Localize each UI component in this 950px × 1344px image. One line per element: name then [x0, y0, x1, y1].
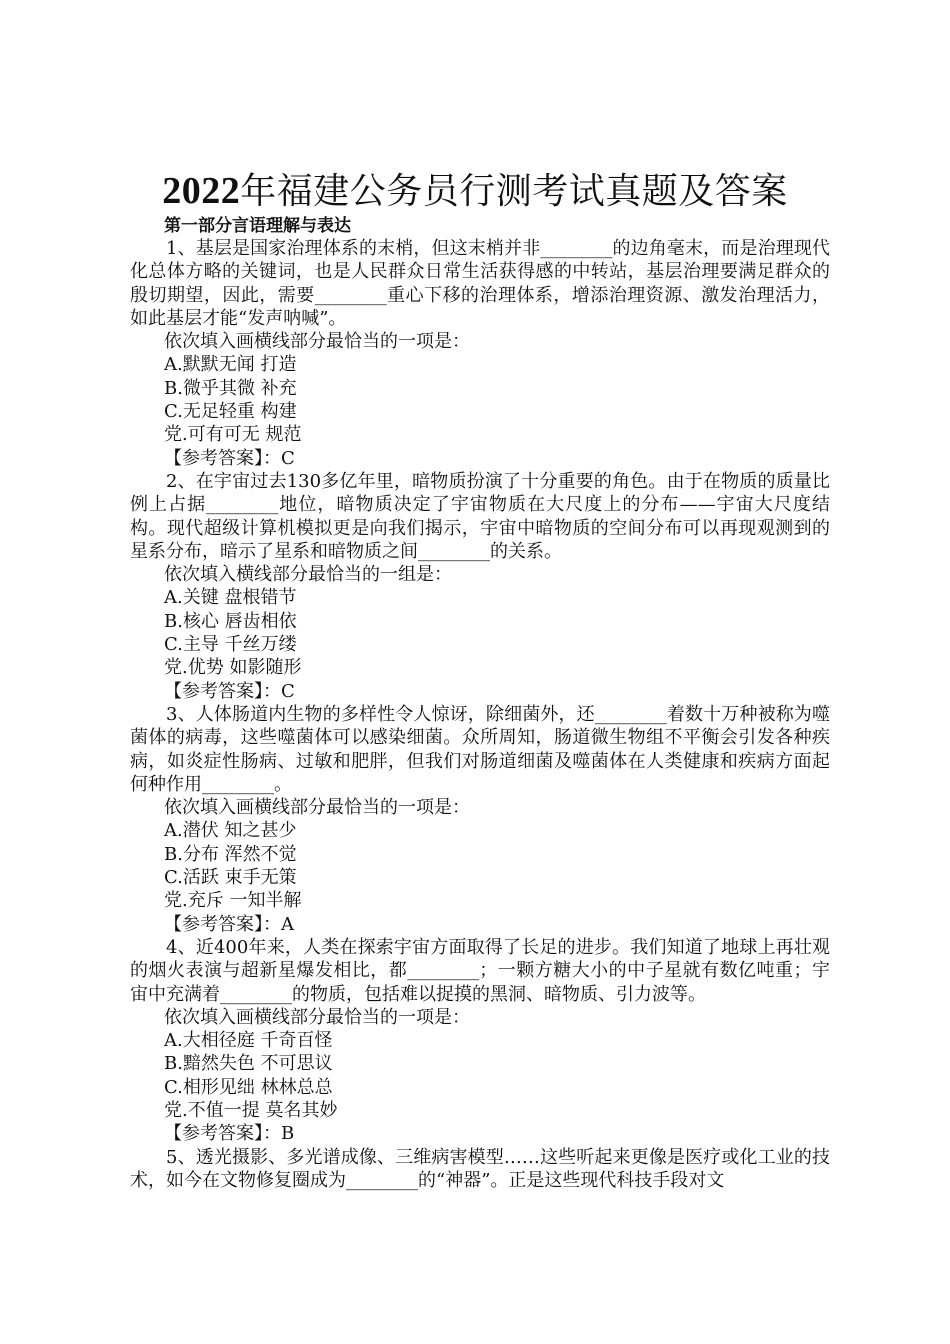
option-d: 党.不值一提 莫名其妙 — [164, 1099, 338, 1121]
question-stem: 1、基层是国家治理体系的末梢，但这末梢并非________的边角毫末，而是治理现代化总体方略的关键词，也是人民群众日常生活获得感的中转站，基层治理要满足群众的殷切期望，因此，需要________重心下移的治理体系，增添治理资源、激发治理活力，如此基层才能“发声呐喊”。 — [130, 238, 830, 329]
option-a: A.大相径庭 千奇百怪 — [164, 1030, 333, 1052]
section-heading: 第一部分言语理解与表达 — [164, 216, 351, 236]
option-c: C.活跃 束手无策 — [164, 867, 297, 889]
option-c: C.主导 千丝万缕 — [164, 634, 297, 656]
question-stem: 4、近400年来，人类在探索宇宙方面取得了长足的进步。我们知道了地球上再壮观的烟火表演与超新星爆发相比，都________；一颗方糖大小的中子星就有数亿吨重；宇宙中充满着________的物质，包括难以捉摸的黑洞、暗物质、引力波等。 — [130, 936, 830, 1005]
question-stem: 5、透光摄影、多光谱成像、三维病害模型……这些听起来更像是医疗或化工业的技术，如今在文物修复圈成为________的“神器”。正是这些现代科技手段对文 — [130, 1146, 830, 1191]
option-d: 党.可有可无 规范 — [164, 424, 302, 446]
option-b: B.分布 浑然不觉 — [164, 843, 297, 865]
answer-line: 【参考答案】：C — [164, 680, 295, 702]
document-title — [0, 168, 950, 215]
title-year: 2022 — [162, 170, 241, 212]
option-b: B.核心 唇齿相依 — [164, 610, 297, 632]
question-stem: 2、在宇宙过去130多亿年里，暗物质扮演了十分重要的角色。由于在物质的质量比例上占据________地位，暗物质决定了宇宙物质在大尺度上的分布——宇宙大尺度结构。现代超级计算机模拟更是向我们揭示，宇宙中暗物质的空间分布可以再现观测到的星系分布，暗示了星系和暗物质之间________的关系。 — [130, 470, 830, 562]
title-text: 年福建公务员行测考试真题及答案 — [240, 171, 788, 212]
question-stem: 3、人体肠道内生物的多样性令人惊讶，除细菌外，还________着数十万种被称为噬菌体的病毒，这些噬菌体可以感染细菌。众所周知，肠道微生物组不平衡会引发各种疾病，如炎症性肠病、过敏和肥胖，但我们对肠道细菌及噬菌体在人类健康和疾病方面起何种作用________。 — [130, 703, 830, 795]
option-d: 党.优势 如影随形 — [164, 657, 302, 679]
document-body — [130, 237, 830, 1192]
option-a: A.默默无闻 打造 — [164, 354, 297, 376]
option-b: B.微乎其微 补充 — [164, 377, 297, 399]
option-a: A.关键 盘根错节 — [164, 587, 297, 609]
question-prompt: 依次填入画横线部分最恰当的一项是： — [164, 1006, 470, 1028]
option-b: B.黯然失色 不可思议 — [164, 1053, 333, 1075]
question-prompt: 依次填入横线部分最恰当的一组是： — [164, 564, 452, 586]
option-c: C.无足轻重 构建 — [164, 401, 297, 423]
answer-line: 【参考答案】：C — [164, 447, 295, 469]
option-c: C.相形见绌 林林总总 — [164, 1076, 333, 1098]
option-a: A.潜伏 知之甚少 — [164, 820, 297, 842]
answer-line: 【参考答案】：A — [164, 913, 294, 935]
question-prompt: 依次填入画横线部分最恰当的一项是： — [164, 331, 470, 353]
question-prompt: 依次填入画横线部分最恰当的一项是： — [164, 797, 470, 819]
option-d: 党.充斥 一知半解 — [164, 890, 302, 912]
answer-line: 【参考答案】：B — [164, 1123, 295, 1145]
